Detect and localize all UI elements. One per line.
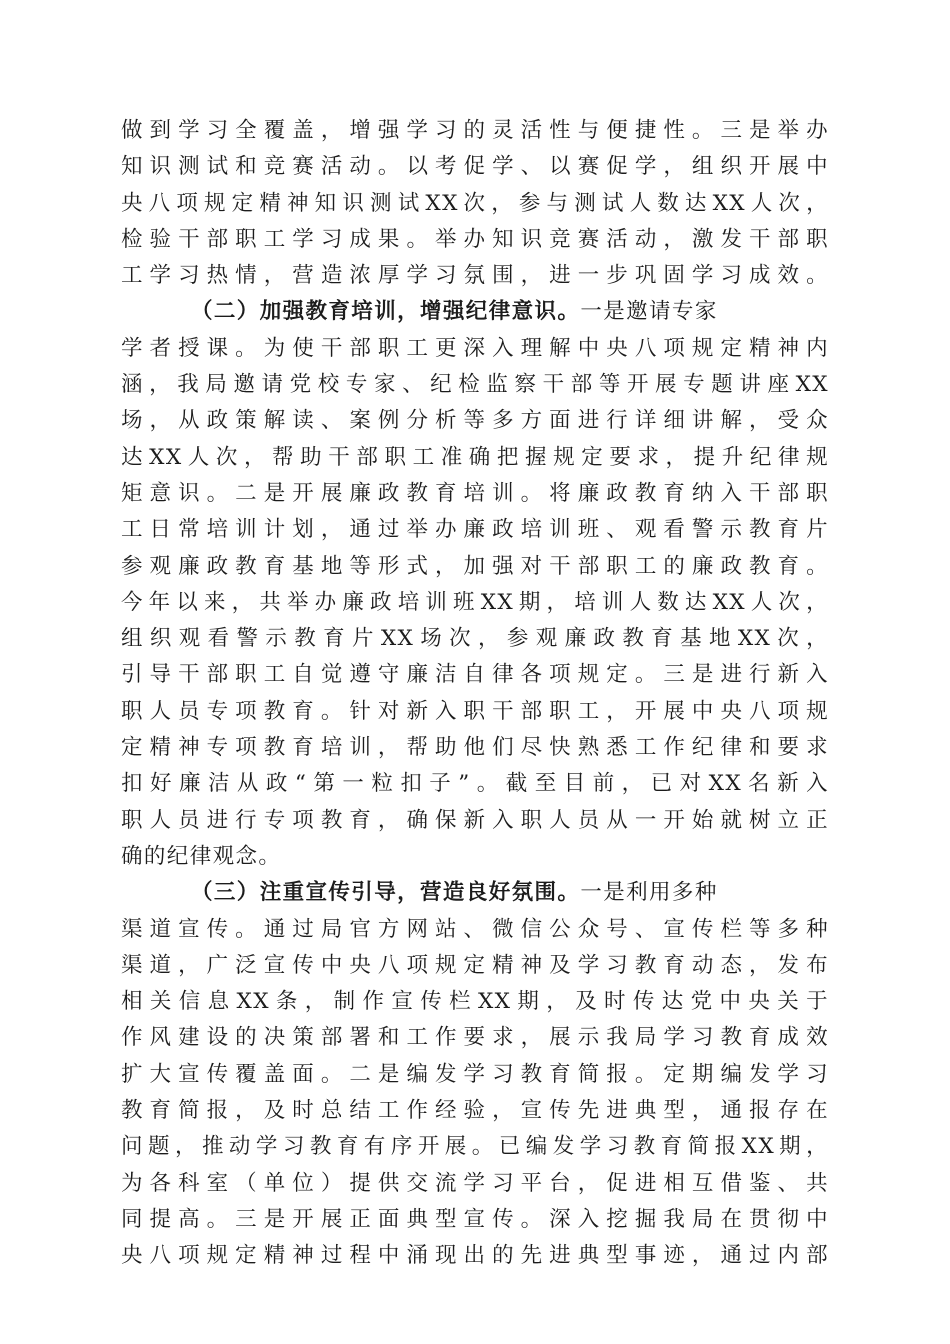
text-line: 教育简报，及时总结工作经验，宣传先进典型，通报存在	[121, 1098, 829, 1124]
text-run: 一是利用多种	[580, 880, 718, 906]
text-line: 定精神专项教育培训，帮助他们尽快熟悉工作纪律和要求	[121, 735, 829, 761]
text-line: 检验干部职工学习成果。举办知识竞赛活动，激发干部职	[121, 226, 829, 252]
text-line: 知识测试和竞赛活动。以考促学、以赛促学，组织开展中	[121, 154, 829, 180]
paragraph-first-line	[121, 294, 829, 330]
text-line: 职人员进行专项教育，确保新入职人员从一开始就树立正	[121, 807, 829, 833]
text-line: 涵，我局邀请党校专家、纪检监察干部等开展专题讲座XX	[121, 372, 829, 398]
text-line: 作风建设的决策部署和工作要求，展示我局学习教育成效	[121, 1025, 829, 1051]
document-body	[121, 113, 829, 1275]
text-line: 问题，推动学习教育有序开展。已编发学习教育简报XX期，	[121, 1134, 829, 1160]
text-line: 央八项规定精神知识测试XX次，参与测试人数达XX人次，	[121, 190, 829, 216]
text-run: 一是邀请专家	[580, 299, 718, 325]
text-line: 渠道宣传。通过局官方网站、微信公众号、宣传栏等多种	[121, 916, 829, 942]
text-line: 职人员专项教育。针对新入职干部职工，开展中央八项规	[121, 698, 829, 724]
text-line: 场，从政策解读、案例分析等多方面进行详细讲解，受众	[121, 408, 829, 434]
text-line: 相关信息XX条，制作宣传栏XX期，及时传达党中央关于	[121, 989, 829, 1015]
section-heading: （三）注重宣传引导，营造良好氛围。	[191, 880, 581, 906]
text-line: 工学习热情，营造浓厚学习氛围，进一步巩固学习成效。	[121, 263, 829, 289]
text-line: 达XX人次，帮助干部职工准确把握规定要求，提升纪律规	[121, 444, 829, 470]
paragraph-first-line	[121, 875, 829, 911]
text-line: 做到学习全覆盖，增强学习的灵活性与便捷性。三是举办	[121, 118, 829, 143]
text-line: 矩意识。二是开展廉政教育培训。将廉政教育纳入干部职	[121, 480, 829, 506]
text-line: 参观廉政教育基地等形式，加强对干部职工的廉政教育。	[121, 553, 829, 579]
text-line: 扩大宣传覆盖面。二是编发学习教育简报。定期编发学习	[121, 1061, 829, 1087]
text-line: 组织观看警示教育片XX场次，参观廉政教育基地XX次，	[121, 626, 829, 652]
text-line: 同提高。三是开展正面典型宣传。深入挖掘我局在贯彻中	[121, 1206, 829, 1232]
text-line: 今年以来，共举办廉政培训班XX期，培训人数达XX人次，	[121, 589, 829, 615]
text-line: 学者授课。为使干部职工更深入理解中央八项规定精神内	[121, 335, 829, 361]
text-line: 渠道，广泛宣传中央八项规定精神及学习教育动态，发布	[121, 952, 829, 978]
section-heading: （二）加强教育培训，增强纪律意识。	[191, 299, 581, 325]
text-line: 扣好廉洁从政“第一粒扣子”。截至目前，已对XX名新入	[121, 771, 829, 797]
text-line: 为各科室（单位）提供交流学习平台，促进相互借鉴、共	[121, 1170, 829, 1196]
text-line: 引导干部职工自觉遵守廉洁自律各项规定。三是进行新入	[121, 662, 829, 688]
text-line: 工日常培训计划，通过举办廉政培训班、观看警示教育片	[121, 517, 829, 543]
text-line: 确的纪律观念。	[121, 843, 282, 869]
text-line: 央八项规定精神过程中涌现出的先进典型事迹，通过内部	[121, 1243, 829, 1269]
